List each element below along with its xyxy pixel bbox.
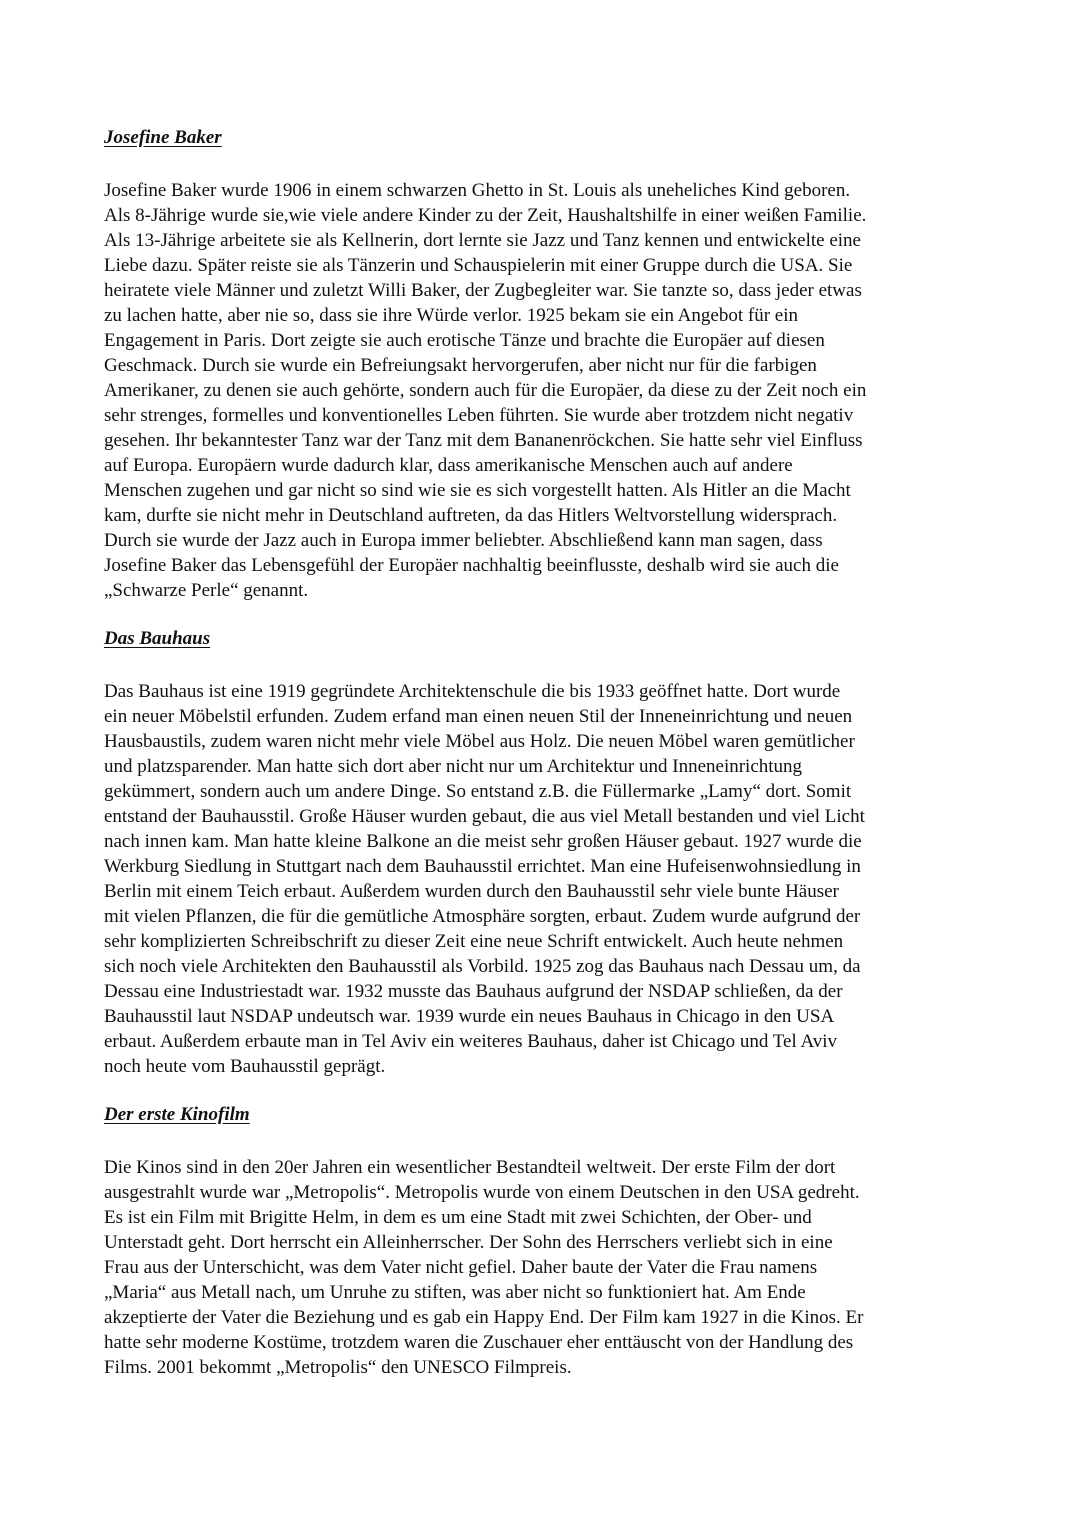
text-line: kam, durfte sie nicht mehr in Deutschland auftreten, da das Hitlers Weltvorstellung widersprach. (104, 505, 838, 526)
text-line: ein neuer Möbelstil erfunden. Zudem erfand man einen neuen Stil der Inneneinrichtung und neuen (104, 706, 853, 727)
text-line: gesehen. Ihr bekanntester Tanz war der Tanz mit dem Bananenröckchen. Sie hatte sehr viel Einfluss (104, 430, 863, 451)
text-line: nach innen kam. Man hatte kleine Balkone an die meist sehr großen Häuser gebaut. 1927 wurde die (104, 831, 862, 852)
heading-josefine-baker: Josefine Baker (104, 127, 222, 148)
section-das-bauhaus (104, 679, 984, 1079)
text-line: Das Bauhaus ist eine 1919 gegründete Architektenschule die bis 1933 geöffnet hatte. Dort wurde (104, 681, 841, 702)
text-line: mit vielen Pflanzen, die für die gemütliche Atmosphäre sorgten, erbaut. Zudem wurde aufgrund der (104, 906, 861, 927)
section-der-erste-kinofilm (104, 1155, 984, 1380)
text-line: sehr komplizierten Schreibschrift zu dieser Zeit eine neue Schrift entwickelt. Auch heute nehmen (104, 931, 844, 952)
text-line: auf Europa. Europäern wurde dadurch klar, dass amerikanische Menschen auch auf andere (104, 455, 793, 476)
text-line: heiratete viele Männer und zuletzt Willi Baker, der Zugbegleiter war. Sie tanzte so, dass jeder etwas (104, 280, 862, 301)
text-line: zu lachen hatte, aber nie so, dass sie ihre Würde verlor. 1925 bekam sie ein Angebot für ein (104, 305, 798, 326)
document-page (104, 126, 984, 1380)
section-josefine-baker (104, 178, 984, 603)
text-line: gekümmert, sondern auch um andere Dinge. So entstand z.B. die Füllermarke „Lamy“ dort. Somit (104, 781, 852, 802)
text-line: Berlin mit einem Teich erbaut. Außerdem wurden durch den Bauhausstil sehr viele bunte Häuser (104, 881, 839, 902)
text-line: Dessau eine Industriestadt war. 1932 musste das Bauhaus aufgrund der NSDAP schließen, da der (104, 981, 843, 1002)
text-line: Liebe dazu. Später reiste sie als Tänzerin und Schauspielerin mit einer Gruppe durch die USA. Sie (104, 255, 853, 276)
heading-der-erste-kinofilm: Der erste Kinofilm (104, 1104, 250, 1125)
text-line: Engagement in Paris. Dort zeigte sie auch erotische Tänze und brachte die Europäer auf diesen (104, 330, 825, 351)
text-line: Bauhausstil laut NSDAP undeutsch war. 1939 wurde ein neues Bauhaus in Chicago in den USA (104, 1006, 835, 1027)
text-line: Geschmack. Durch sie wurde ein Befreiungsakt hervorgerufen, aber nicht nur für die farbigen (104, 355, 817, 376)
text-line: sehr strenges, formelles und konventionelles Leben führten. Sie wurde aber trotzdem nicht negativ (104, 405, 854, 426)
text-line: Hausbaustils, zudem waren nicht mehr viele Möbel aus Holz. Die neuen Möbel waren gemütlicher (104, 731, 855, 752)
heading-das-bauhaus: Das Bauhaus (104, 628, 211, 649)
text-line: Josefine Baker wurde 1906 in einem schwarzen Ghetto in St. Louis als uneheliches Kind geboren. (104, 180, 851, 201)
text-line: erbaut. Außerdem erbaute man in Tel Aviv ein weiteres Bauhaus, daher ist Chicago und Tel Aviv (104, 1031, 838, 1052)
text-line: Es ist ein Film mit Brigitte Helm, in dem es um eine Stadt mit zwei Schichten, der Ober- und (104, 1207, 812, 1228)
text-line: Menschen zugehen und gar nicht so sind wie sie es sich vorgestellt hatten. Als Hitler an die Macht (104, 480, 851, 501)
text-line: „Maria“ aus Metall nach, um Unruhe zu stiften, was aber nicht so funktioniert hat. Am Ende (104, 1282, 806, 1303)
text-line: Unterstadt geht. Dort herrscht ein Alleinherrscher. Der Sohn des Herrschers verliebt sich in eine (104, 1232, 833, 1253)
text-line: Josefine Baker das Lebensgefühl der Europäer nachhaltig beeinflusste, deshalb wird sie auch die (104, 555, 839, 576)
text-line: entstand der Bauhausstil. Große Häuser wurden gebaut, die aus viel Metall bestanden und viel Licht (104, 806, 865, 827)
text-line: Frau aus der Unterschicht, was dem Vater nicht gefiel. Daher baute der Vater die Frau namens (104, 1257, 818, 1278)
text-line: Als 8-Jährige wurde sie,wie viele andere Kinder zu der Zeit, Haushaltshilfe in einer weißen Familie. (104, 205, 867, 226)
text-line: noch heute vom Bauhausstil geprägt. (104, 1056, 386, 1077)
text-line: sich noch viele Architekten den Bauhausstil als Vorbild. 1925 zog das Bauhaus nach Dessau um, da (104, 956, 861, 977)
text-line: akzeptierte der Vater die Beziehung und es gab ein Happy End. Der Film kam 1927 in die Kinos. Er (104, 1307, 864, 1328)
text-line: und platzsparender. Man hatte sich dort aber nicht nur um Architektur und Inneneinrichtung (104, 756, 803, 777)
text-line: ausgestrahlt wurde war „Metropolis“. Metropolis wurde von einem Deutschen in den USA gedreht. (104, 1182, 860, 1203)
text-line: Durch sie wurde der Jazz auch in Europa immer beliebter. Abschließend kann man sagen, dass (104, 530, 823, 551)
text-line: Werkburg Siedlung in Stuttgart nach dem Bauhausstil errichtet. Man eine Hufeisenwohnsiedlung in (104, 856, 861, 877)
text-line: Als 13-Jährige arbeitete sie als Kellnerin, dort lernte sie Jazz und Tanz kennen und entwickelte eine (104, 230, 861, 251)
text-line: hatte sehr moderne Kostüme, trotzdem waren die Zuschauer eher enttäuscht von der Handlung des (104, 1332, 854, 1353)
text-line: Amerikaner, zu denen sie auch gehörte, sondern auch für die Europäer, da diese zu der Zeit noch ein (104, 380, 867, 401)
text-line: Die Kinos sind in den 20er Jahren ein wesentlicher Bestandteil weltweit. Der erste Film der dort (104, 1157, 836, 1178)
text-line: Films. 2001 bekommt „Metropolis“ den UNESCO Filmpreis. (104, 1357, 572, 1378)
text-line: „Schwarze Perle“ genannt. (104, 580, 309, 601)
